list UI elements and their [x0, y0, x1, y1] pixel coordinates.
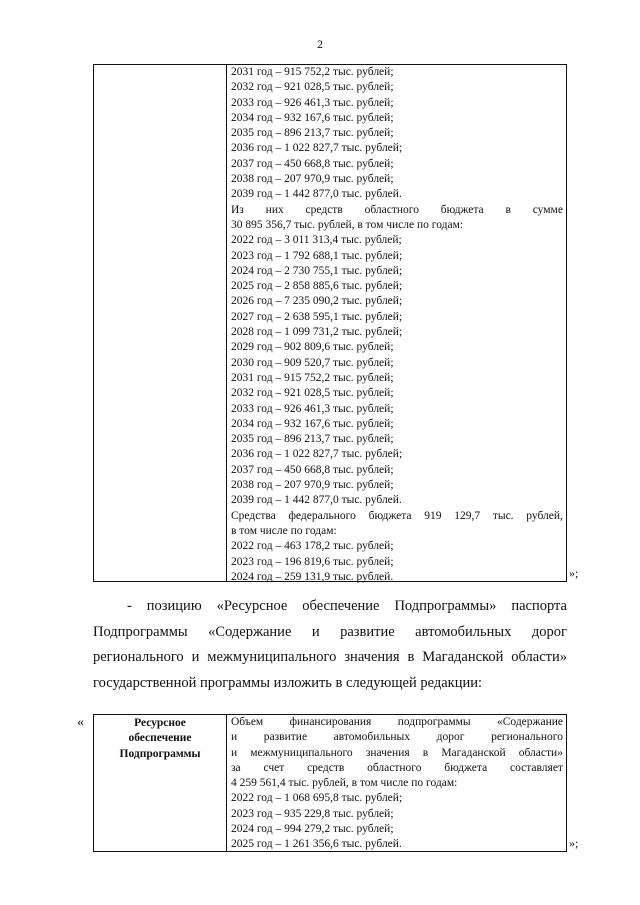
- table1-closing-quote: »;: [569, 566, 579, 580]
- table-line: 2028 год – 1 099 731,2 тыс. рублей;: [231, 326, 403, 339]
- table-line: 2031 год – 915 752,2 тыс. рублей;: [231, 371, 394, 384]
- table-line: 2023 год – 935 229,8 тыс. рублей;: [231, 807, 394, 820]
- resource-provision-table: [93, 714, 567, 852]
- paragraph-line-justified: [93, 594, 567, 620]
- table-line: 2026 год – 7 235 090,2 тыс. рублей;: [231, 295, 403, 308]
- word: бюджета: [368, 509, 412, 522]
- paragraph-line-justified: [93, 645, 567, 671]
- word: позицию: [146, 598, 202, 614]
- word: автомобильных: [333, 731, 410, 744]
- table-line: 2025 год – 2 858 885,6 тыс. рублей;: [231, 280, 403, 293]
- table-line: 2024 год – 2 730 755,1 тыс. рублей;: [231, 264, 403, 277]
- label-line: обеспечение: [128, 732, 192, 745]
- table-line: 2022 год – 3 011 313,4 тыс. рублей;: [231, 234, 402, 247]
- table-left-column-empty: [94, 65, 227, 581]
- word: регионального: [93, 649, 184, 666]
- word: развитие: [263, 731, 308, 744]
- table-line-justified: [231, 509, 563, 524]
- word: них: [265, 203, 284, 216]
- table-line: 2031 год – 915 752,2 тыс. рублей;: [231, 66, 394, 78]
- word: регионального: [491, 731, 563, 744]
- table-line: 2023 год – 1 792 688,1 тыс. рублей;: [231, 249, 403, 262]
- word: областного: [367, 761, 422, 774]
- label-line: Ресурсное: [134, 717, 186, 729]
- table-line: 2035 год – 896 213,7 тыс. рублей;: [231, 127, 394, 140]
- table-right-column: [227, 65, 566, 581]
- table2-opening-quote: «: [77, 715, 84, 730]
- word: Объем: [231, 716, 264, 728]
- word: межмуниципального: [250, 746, 353, 759]
- table-line: 2022 год – 1 068 695,8 тыс. рублей;: [231, 792, 403, 805]
- table-line: 2037 год – 450 668,8 тыс. рублей;: [231, 157, 394, 170]
- word: обеспечение: [302, 598, 380, 614]
- table-line: 2033 год – 926 461,3 тыс. рублей;: [231, 96, 394, 109]
- word: бюджета: [440, 203, 484, 216]
- word: средств: [305, 203, 343, 216]
- table-line: 2036 год – 1 022 827,7 тыс. рублей;: [231, 142, 403, 155]
- word: средств: [307, 761, 345, 774]
- table-line-justified: [231, 715, 563, 730]
- word: значения: [365, 746, 410, 759]
- word: автомобильных: [415, 623, 512, 640]
- table-line-justified: [231, 730, 563, 745]
- paragraph-line: государственной программы изложить в следующей редакции:: [93, 674, 483, 691]
- word: 129,7: [454, 509, 481, 522]
- word: и: [191, 649, 200, 666]
- word: 919: [424, 509, 442, 522]
- paragraph-line-justified: [93, 620, 567, 646]
- word: Средства: [231, 509, 276, 522]
- label-line: Подпрограммы: [119, 747, 201, 760]
- word: «Содержание: [208, 623, 292, 640]
- table-line-justified: [231, 761, 563, 776]
- table-line: 2032 год – 921 028,5 тыс. рублей;: [231, 81, 394, 94]
- word: области»: [511, 649, 567, 666]
- table-line: в том числе по годам:: [231, 524, 337, 537]
- table-line: 2030 год – 909 520,7 тыс. рублей;: [231, 356, 394, 369]
- instruction-paragraph: [93, 594, 567, 696]
- table-line: 2039 год – 1 442 877,0 тыс. рублей.: [231, 494, 402, 507]
- word: Магаданской: [422, 649, 504, 666]
- word: счет: [263, 761, 285, 774]
- word: «Ресурсное: [216, 598, 288, 614]
- word: Подпрограммы»: [394, 598, 497, 614]
- word: финансирования: [289, 716, 372, 728]
- word: в: [422, 746, 429, 759]
- word: Магаданской: [441, 746, 506, 759]
- word: области»: [518, 746, 563, 759]
- table-line: 2025 год – 1 261 356,6 тыс. рублей.: [231, 838, 402, 851]
- word: «Содержание: [496, 716, 563, 728]
- word: и: [311, 623, 320, 640]
- word: Подпрограммы: [93, 623, 188, 640]
- word: составляет: [510, 761, 563, 774]
- table-line: 2034 год – 932 167,6 тыс. рублей;: [231, 111, 394, 124]
- table-line: 30 895 356,7 тыс. рублей, в том числе по годам:: [231, 218, 464, 231]
- table-line: 4 259 561,4 тыс. рублей, в том числе по годам:: [231, 777, 458, 790]
- word: Из: [231, 203, 244, 216]
- table-line: 2035 год – 896 213,7 тыс. рублей;: [231, 433, 394, 446]
- word: федерального: [288, 509, 356, 522]
- table-line: 2038 год – 207 970,9 тыс. рублей;: [231, 173, 394, 186]
- table-line: 2039 год – 1 442 877,0 тыс. рублей.: [231, 188, 402, 201]
- word: дорог: [436, 731, 465, 744]
- word: в: [505, 203, 511, 216]
- word: рублей,: [526, 509, 563, 522]
- word: областного: [364, 203, 419, 216]
- word: межмуниципального: [207, 649, 337, 666]
- table-value-cell: [227, 715, 566, 851]
- table-line: 2038 год – 207 970,9 тыс. рублей;: [231, 479, 394, 492]
- table-line: 2037 год – 450 668,8 тыс. рублей;: [231, 463, 394, 476]
- word: развитие: [340, 623, 395, 640]
- word: подпрограммы: [397, 716, 471, 728]
- word: паспорта: [511, 598, 567, 614]
- table-line-justified: [231, 746, 563, 761]
- word: и: [231, 746, 238, 759]
- funding-table-continued: [93, 64, 567, 582]
- word: за: [231, 761, 241, 774]
- table-line: 2032 год – 921 028,5 тыс. рублей;: [231, 387, 394, 400]
- word: и: [231, 731, 238, 744]
- table-label-cell: [94, 715, 227, 851]
- word: тыс.: [492, 509, 514, 522]
- table-line: 2033 год – 926 461,3 тыс. рублей;: [231, 402, 394, 415]
- word: дорог: [531, 623, 567, 640]
- table-line: 2022 год – 463 178,2 тыс. рублей;: [231, 540, 394, 553]
- table-line-justified: [231, 203, 563, 218]
- word: бюджета: [444, 761, 488, 774]
- table-line: 2034 год – 932 167,6 тыс. рублей;: [231, 417, 394, 430]
- table-line: 2024 год – 259 131,9 тыс. рублей.: [231, 570, 394, 583]
- table-line: 2029 год – 902 809,6 тыс. рублей;: [231, 341, 394, 354]
- table-line: 2024 год – 994 279,2 тыс. рублей;: [231, 823, 394, 836]
- word: в: [407, 649, 415, 666]
- word: сумме: [532, 203, 563, 216]
- page-number: 2: [317, 37, 323, 51]
- table-line: 2027 год – 2 638 595,1 тыс. рублей;: [231, 310, 403, 323]
- table2-closing-quote: »;: [569, 836, 579, 850]
- table-line: 2023 год – 196 819,6 тыс. рублей;: [231, 555, 394, 568]
- word: значения: [344, 649, 400, 666]
- word: -: [127, 598, 132, 614]
- table-line: 2036 год – 1 022 827,7 тыс. рублей;: [231, 448, 403, 461]
